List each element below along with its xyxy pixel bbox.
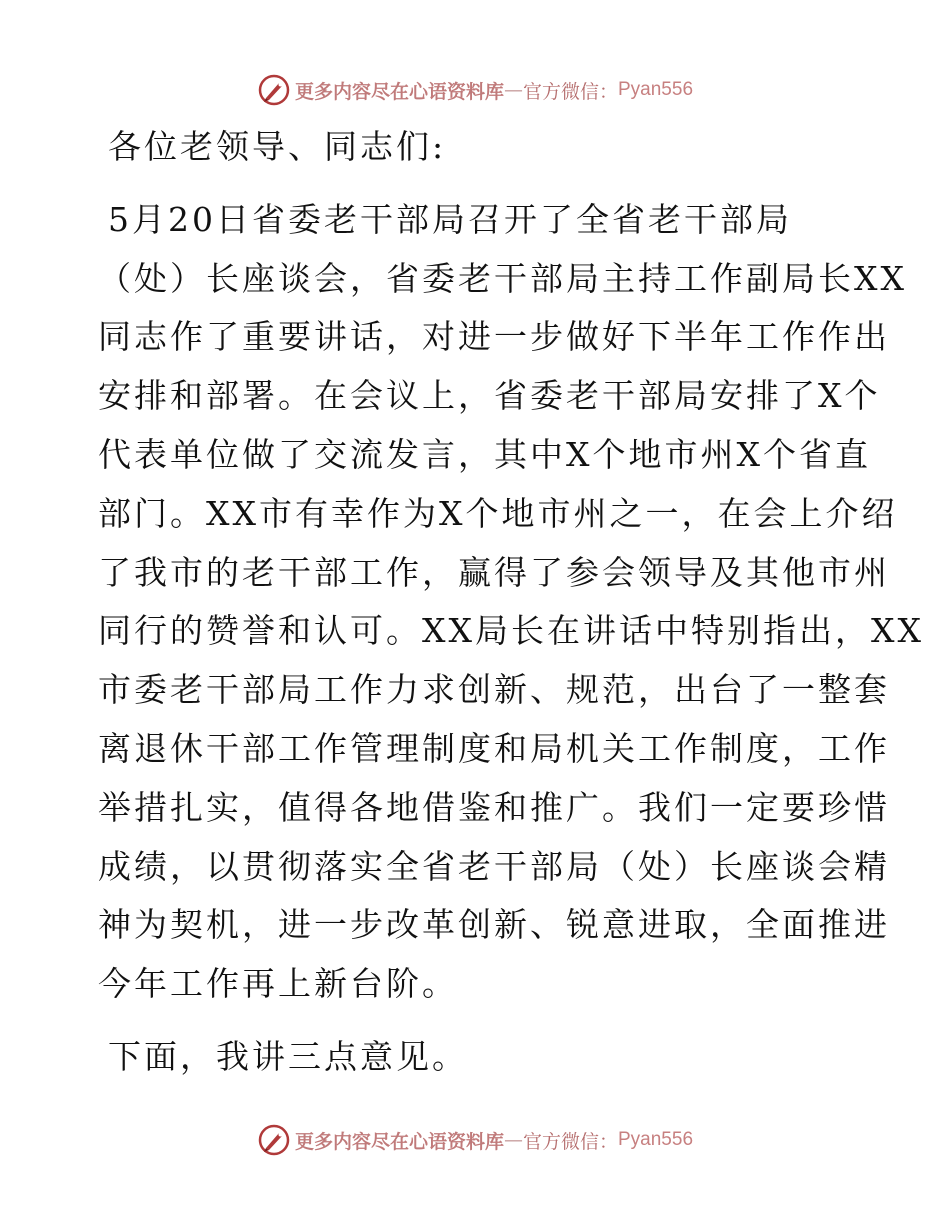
banner-wechat-id: Pyan556 xyxy=(618,1129,694,1150)
paragraph-line: 神为契机，进一步改革创新、锐意进取，全面推进 xyxy=(98,905,890,945)
closing-line: 下面，我讲三点意见。 xyxy=(108,1036,468,1076)
paragraph-line: （处）长座谈会，省委老干部局主持工作副局长XX xyxy=(98,258,907,298)
banner-wechat-label: 官方微信： xyxy=(522,80,618,103)
paragraph-line: 举措扎实，值得各地借鉴和推广。我们一定要珍惜 xyxy=(98,787,890,827)
paragraph-line: 安排和部署。在会议上，省委老干部局安排了X个 xyxy=(98,376,881,416)
document-body xyxy=(98,118,924,1087)
pen-logo-icon xyxy=(257,1123,291,1157)
paragraph-line: 部门。XX市有幸作为X个地市州之一，在会上介绍 xyxy=(98,493,898,533)
paragraph-line: 今年工作再上新台阶。 xyxy=(98,964,458,1004)
header-banner xyxy=(0,70,950,110)
banner-dash: — xyxy=(503,79,523,101)
footer-banner xyxy=(0,1120,950,1160)
banner-wechat-id: Pyan556 xyxy=(618,79,694,100)
greeting: 各位老领导、同志们: xyxy=(108,127,447,166)
paragraph-line: 市委老干部局工作力求创新、规范，出台了一整套 xyxy=(98,670,890,710)
paragraph-line: 了我市的老干部工作，赢得了参会领导及其他市州 xyxy=(98,552,890,592)
banner-dash: — xyxy=(503,1129,523,1151)
paragraph-line: 离退休干部工作管理制度和局机关工作制度，工作 xyxy=(98,728,890,768)
banner-main-text: 更多内容尽在心语资料库 xyxy=(294,1130,504,1153)
paragraph-line: 同行的赞誉和认可。XX局长在讲话中特别指出，XX xyxy=(98,611,924,651)
paragraph-line: 同志作了重要讲话，对进一步做好下半年工作作出 xyxy=(98,317,890,357)
banner-main-text: 更多内容尽在心语资料库 xyxy=(294,80,504,103)
paragraph-line: 代表单位做了交流发言，其中X个地市州X个省直 xyxy=(98,434,871,474)
paragraph-line: 成绩，以贯彻落实全省老干部局（处）长座谈会精 xyxy=(98,846,890,886)
paragraph-line: 5月20日省委老干部局召开了全省老干部局 xyxy=(108,199,792,239)
pen-logo-icon xyxy=(257,73,291,107)
banner-wechat-label: 官方微信： xyxy=(522,1130,618,1153)
